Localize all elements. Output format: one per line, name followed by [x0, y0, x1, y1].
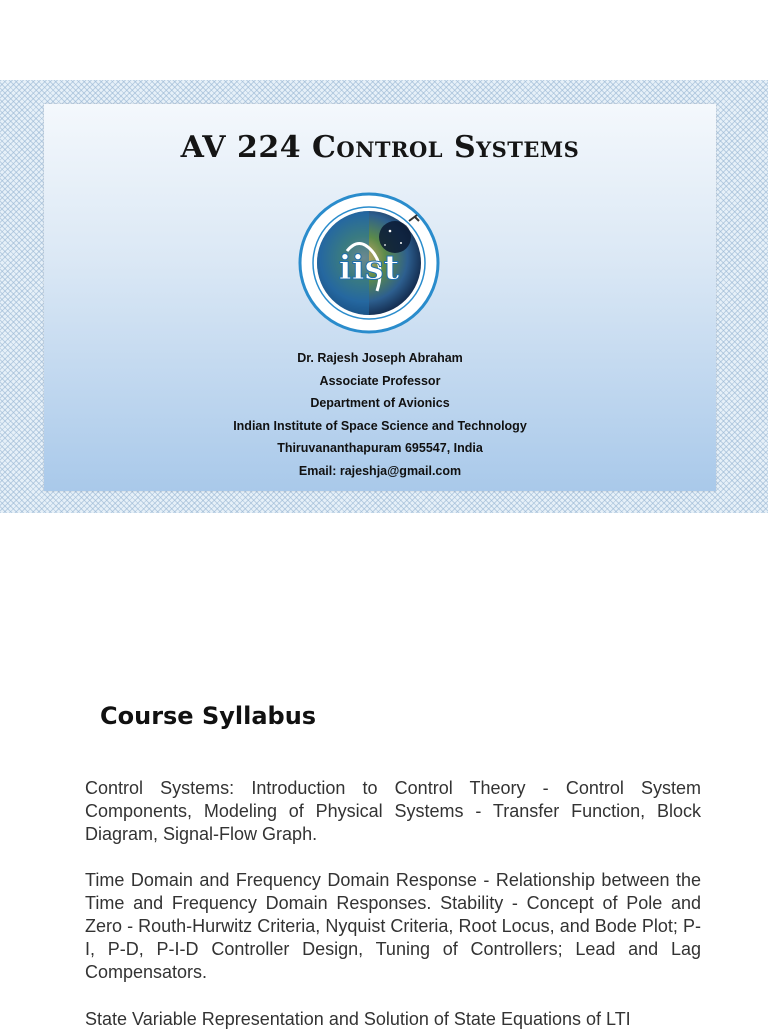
department: Department of Avionics [310, 396, 450, 411]
address: Thiruvananthapuram 695547, India [277, 441, 483, 456]
slide-title: AV 224 Control Systems [180, 130, 580, 165]
title-panel [44, 104, 716, 491]
author-info [44, 347, 716, 483]
syllabus-heading: Course Syllabus [100, 702, 317, 730]
syllabus-paragraph-2: Time Domain and Frequency Domain Response - Relationship between the Time and Frequency Domain Responses. Stability - Concept of Pole and Zero - Routh-Hurwitz Criteria, Nyquist Criteria, Root Locus, and Bode Plot; P-I, P-D, P-I-D Controller Design, Tuning of Controllers; Lead and Lag Compensators. [85, 870, 701, 982]
syllabus-paragraph-3: State Variable Representation and Solution of State Equations of LTI [85, 1009, 631, 1029]
logo-text: iist [338, 248, 400, 288]
institute: Indian Institute of Space Science and Technology [233, 418, 527, 433]
author-position: Associate Professor [319, 373, 441, 388]
syllabus-paragraph-1: Control Systems: Introduction to Control Theory - Control System Components, Modeling of Physical Systems - Transfer Function, Block Diagram, Signal-Flow Graph. [85, 778, 701, 844]
iist-logo-icon [297, 191, 441, 335]
email: Email: rajeshja@gmail.com [298, 463, 462, 478]
title-slide [0, 80, 768, 513]
author-name: Dr. Rajesh Joseph Abraham [297, 351, 463, 365]
